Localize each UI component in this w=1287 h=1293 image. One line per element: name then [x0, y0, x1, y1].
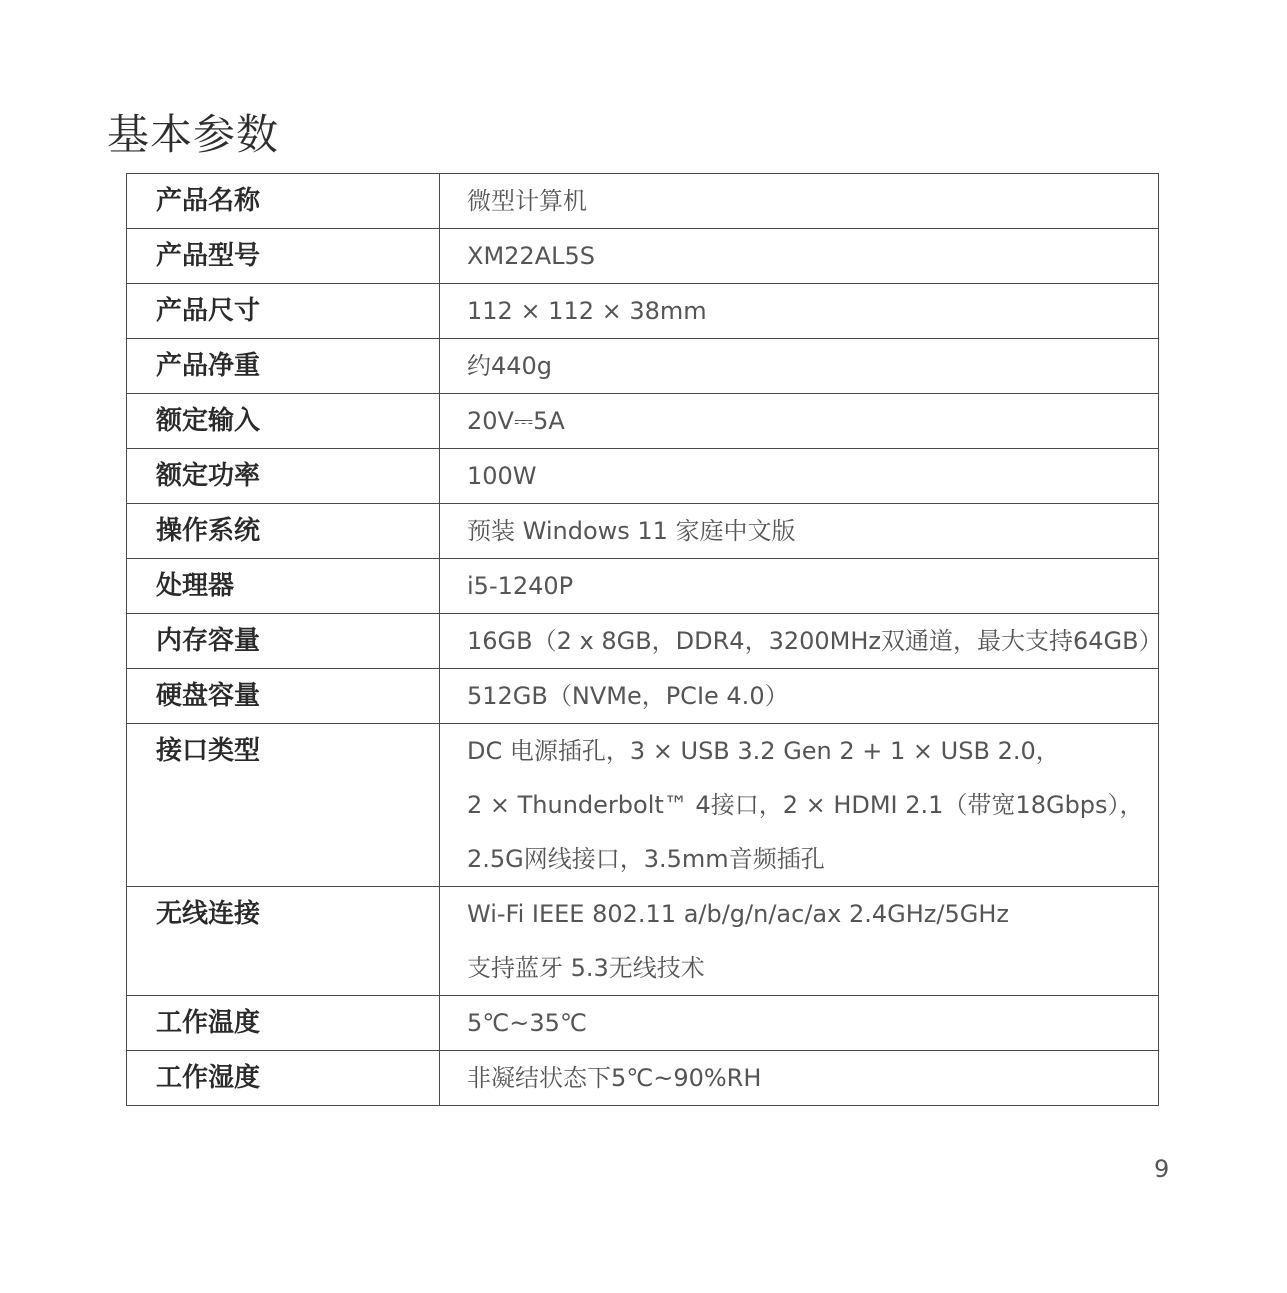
- table-row: [127, 1051, 1159, 1106]
- table-row: [127, 996, 1159, 1051]
- row-value-line: DC 电源插孔，3 × USB 3.2 Gen 2 + 1 × USB 2.0，: [467, 737, 1060, 765]
- table-row: [127, 669, 1159, 724]
- row-label: 产品净重: [127, 339, 440, 394]
- row-label: 工作温度: [127, 996, 440, 1051]
- row-value: [440, 724, 1159, 887]
- row-value: [440, 996, 1159, 1051]
- table-row: [127, 394, 1159, 449]
- row-value-line: 512GB（NVMe，PCIe 4.0）: [467, 682, 789, 710]
- table-row: [127, 449, 1159, 504]
- row-label: 产品尺寸: [127, 284, 440, 339]
- row-value: [440, 394, 1159, 449]
- row-label: 额定功率: [127, 449, 440, 504]
- row-label: 工作湿度: [127, 1051, 440, 1106]
- row-value: [440, 339, 1159, 394]
- row-value-line: 2.5G网线接口，3.5mm音频插孔: [467, 845, 825, 873]
- row-value-line: i5-1240P: [467, 572, 574, 600]
- row-label: 产品名称: [127, 174, 440, 229]
- row-value: [440, 504, 1159, 559]
- row-value: [440, 669, 1159, 724]
- row-value: [440, 449, 1159, 504]
- row-value-line: 100W: [467, 462, 537, 490]
- row-value-line: 支持蓝牙 5.3无线技术: [467, 954, 705, 982]
- row-label: 产品型号: [127, 229, 440, 284]
- row-label: 处理器: [127, 559, 440, 614]
- table-row: [127, 887, 1159, 996]
- row-value-line: 20V⎓5A: [467, 407, 565, 435]
- row-label: 接口类型: [127, 724, 440, 887]
- table-row: [127, 174, 1159, 229]
- table-row: [127, 339, 1159, 394]
- row-value-line: 约440g: [467, 352, 553, 380]
- row-value-line: 预装 Windows 11 家庭中文版: [467, 517, 796, 545]
- row-label: 内存容量: [127, 614, 440, 669]
- row-value-line: 16GB（2 x 8GB，DDR4，3200MHz双通道，最大支持64GB）: [467, 627, 1163, 655]
- row-label: 无线连接: [127, 887, 440, 996]
- row-value: [440, 887, 1159, 996]
- page-number: 9: [1154, 1155, 1170, 1183]
- spec-table: [126, 173, 1163, 1106]
- table-row: [127, 614, 1159, 669]
- row-value: [440, 284, 1159, 339]
- row-value-line: 微型计算机: [467, 187, 587, 215]
- row-value-line: 112 × 112 × 38mm: [467, 297, 707, 325]
- row-value: [440, 174, 1159, 229]
- row-value: [440, 614, 1163, 669]
- table-row: [127, 284, 1159, 339]
- table-row: [127, 559, 1159, 614]
- row-label: 操作系统: [127, 504, 440, 559]
- page-title: 基本参数: [107, 110, 280, 159]
- row-value-line: 5℃~35℃: [467, 1009, 587, 1037]
- row-label: 额定输入: [127, 394, 440, 449]
- table-row: [127, 724, 1159, 887]
- row-value: [440, 1051, 1159, 1106]
- table-row: [127, 229, 1159, 284]
- row-value-line: XM22AL5S: [467, 242, 595, 270]
- row-label: 硬盘容量: [127, 669, 440, 724]
- row-value: [440, 229, 1159, 284]
- row-value-line: 2 × Thunderbolt™ 4接口，2 × HDMI 2.1（带宽18Gbps），: [467, 791, 1144, 819]
- row-value: [440, 559, 1159, 614]
- table-row: [127, 504, 1159, 559]
- row-value-line: 非凝结状态下5℃~90%RH: [467, 1064, 762, 1092]
- row-value-line: Wi-Fi IEEE 802.11 a/b/g/n/ac/ax 2.4GHz/5GHz: [467, 900, 1009, 928]
